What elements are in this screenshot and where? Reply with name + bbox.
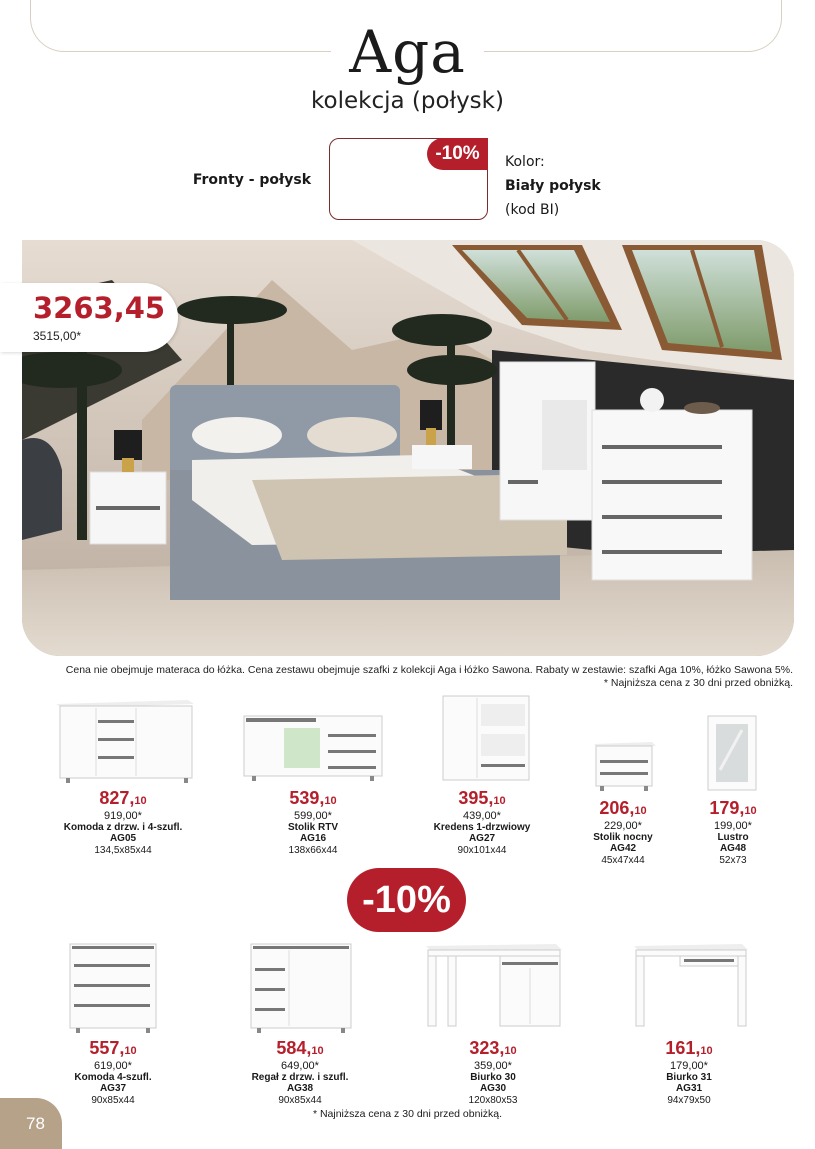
product-image <box>407 692 557 784</box>
product-ag31[interactable] <box>614 938 764 1107</box>
set-price-bubble <box>0 283 178 352</box>
product-dims: 94x79x50 <box>667 1095 711 1106</box>
page-number: 78 <box>0 1098 62 1149</box>
product-name: Lustro <box>717 832 749 843</box>
product-code: AG05 <box>109 833 137 844</box>
set-note: Cena nie obejmuje materaca do łóżka. Cena zestawu obejmuje szafki z kolekcji Aga i łóżko Sawona. Rabaty w zestawie: szafki Aga 10%, łóżko Sawona 5%. <box>65 664 793 676</box>
product-old-price: 229,00* <box>604 820 642 832</box>
product-dims: 134,5x85x44 <box>94 845 152 856</box>
product-image <box>225 938 375 1034</box>
product-name: Stolik RTV <box>287 822 338 833</box>
product-code: AG30 <box>479 1083 507 1094</box>
product-dims: 45x47x44 <box>601 855 645 866</box>
product-image <box>418 938 568 1034</box>
product-old-price: 359,00* <box>474 1060 512 1072</box>
product-dims: 120x80x53 <box>468 1095 518 1106</box>
product-price: 161,10 <box>665 1038 713 1058</box>
product-old-price: 599,00* <box>294 810 332 822</box>
product-price: 557,10 <box>89 1038 137 1058</box>
color-code: (kod BI) <box>505 202 560 218</box>
product-name: Komoda 4-szufl. <box>74 1072 152 1083</box>
product-price: 539,10 <box>289 788 337 808</box>
product-image <box>614 938 764 1034</box>
set-price: 3263,45 <box>33 291 166 325</box>
product-code: AG37 <box>99 1083 127 1094</box>
collection-title: Aga <box>0 18 815 86</box>
product-price: 827,10 <box>99 788 147 808</box>
product-name: Regał z drzw. i szufl. <box>251 1072 349 1083</box>
product-price: 395,10 <box>458 788 506 808</box>
discount-badge: -10% <box>347 868 466 932</box>
product-ag37[interactable] <box>38 938 188 1107</box>
color-name: Biały połysk <box>505 178 601 194</box>
product-image <box>238 712 388 784</box>
product-price: 179,10 <box>709 798 757 818</box>
product-ag30[interactable] <box>418 938 568 1107</box>
product-old-price: 619,00* <box>94 1060 132 1072</box>
product-old-price: 439,00* <box>463 810 501 822</box>
product-ag27[interactable] <box>407 692 557 857</box>
product-old-price: 649,00* <box>281 1060 319 1072</box>
product-old-price: 199,00* <box>714 820 752 832</box>
product-name: Biurko 30 <box>470 1072 516 1083</box>
product-name: Stolik nocny <box>593 832 653 843</box>
bottom-note: * Najniższa cena z 30 dni przed obniżką. <box>312 1108 503 1120</box>
collection-subtitle: kolekcja (połysk) <box>311 88 504 114</box>
set-old-price: 3515,00* <box>33 329 82 343</box>
product-dims: 90x85x44 <box>278 1095 322 1106</box>
color-label: Kolor: <box>505 154 545 170</box>
product-ag16[interactable] <box>238 712 388 857</box>
product-code: AG31 <box>675 1083 703 1094</box>
fronts-label: Fronty - połysk <box>192 172 311 188</box>
product-code: AG27 <box>468 833 496 844</box>
product-code: AG42 <box>609 843 637 854</box>
product-code: AG48 <box>719 843 747 854</box>
product-image <box>658 710 808 794</box>
product-ag38[interactable] <box>225 938 375 1107</box>
product-price: 206,10 <box>599 798 647 818</box>
product-name: Kredens 1-drzwiowy <box>433 822 531 833</box>
product-old-price: 919,00* <box>104 810 142 822</box>
product-price: 584,10 <box>276 1038 324 1058</box>
product-name: Komoda z drzw. i 4-szufl. <box>63 822 183 833</box>
product-image <box>38 938 188 1034</box>
swatch-discount-badge: -10% <box>427 138 488 170</box>
product-code: AG16 <box>299 833 327 844</box>
product-dims: 90x101x44 <box>457 845 507 856</box>
product-old-price: 179,00* <box>670 1060 708 1072</box>
product-price: 323,10 <box>469 1038 517 1058</box>
product-code: AG38 <box>286 1083 314 1094</box>
product-image <box>48 696 198 784</box>
lowest-price-note: * Najniższa cena z 30 dni przed obniżką. <box>603 677 793 689</box>
product-dims: 90x85x44 <box>91 1095 135 1106</box>
product-ag48[interactable] <box>658 710 808 867</box>
color-info <box>505 150 601 222</box>
product-dims: 52x73 <box>719 855 747 866</box>
product-dims: 138x66x44 <box>288 845 338 856</box>
product-name: Biurko 31 <box>666 1072 712 1083</box>
product-ag05[interactable] <box>48 696 198 857</box>
